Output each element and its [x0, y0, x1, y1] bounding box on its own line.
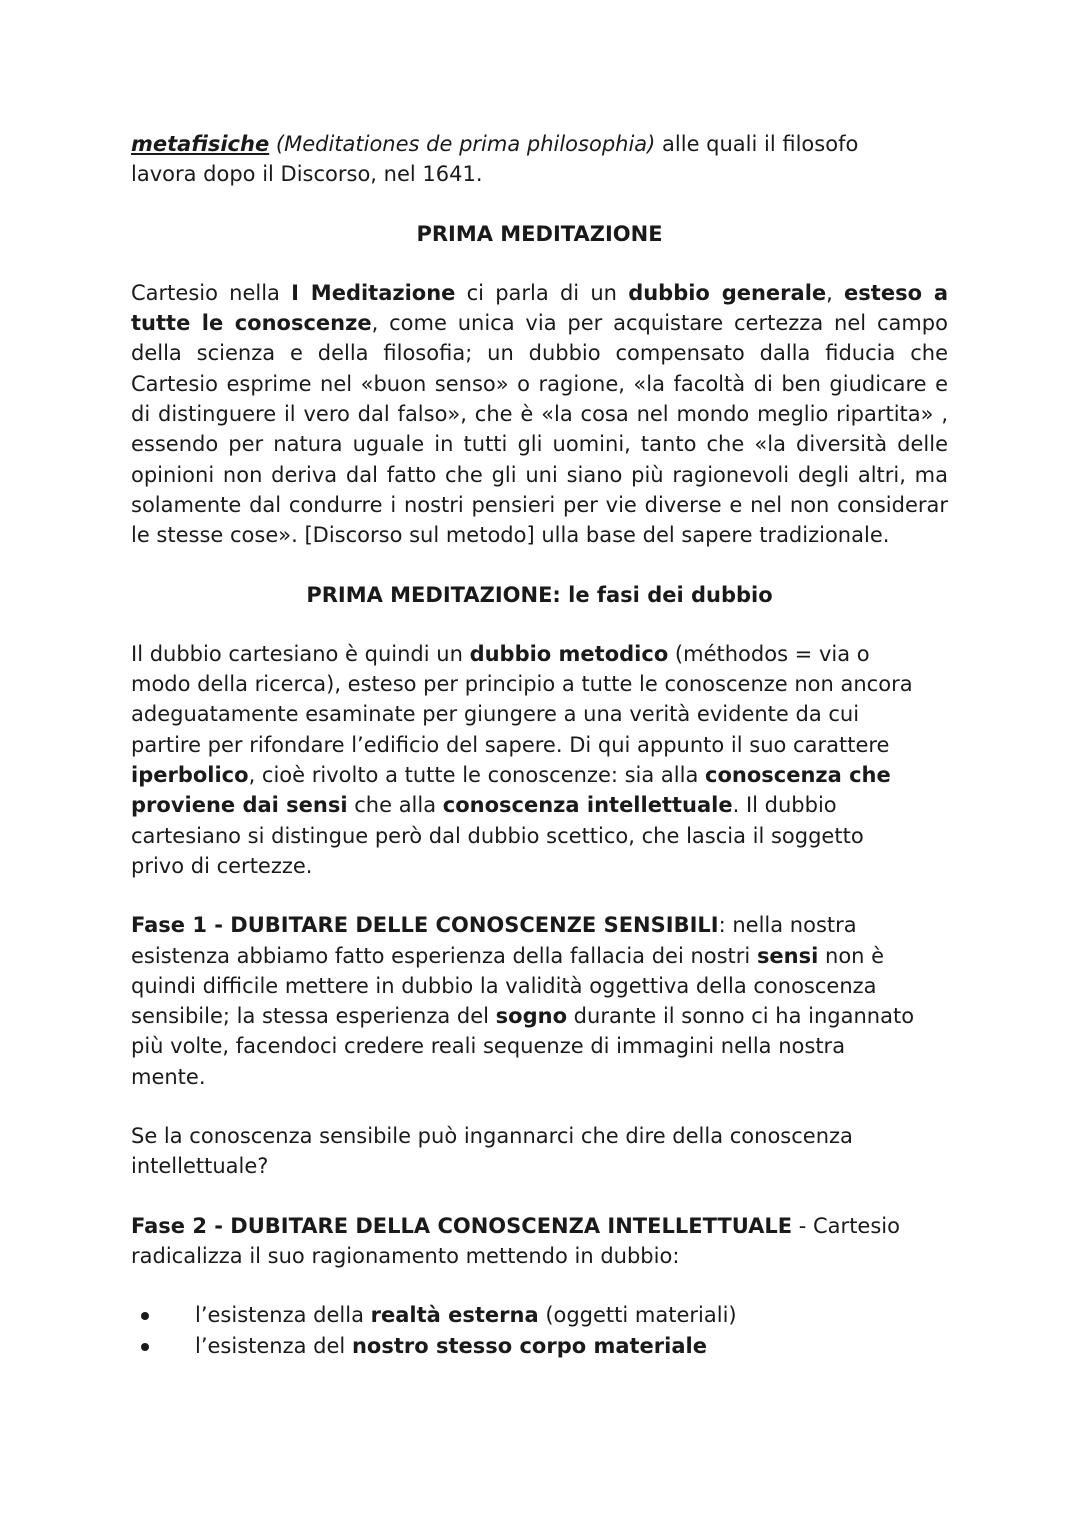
intro-paragraph — [131, 129, 948, 190]
bold-run: sogno — [495, 1004, 567, 1029]
text-run: , — [826, 280, 845, 305]
bold-run: dubbio generale — [628, 280, 827, 305]
fase1-paragraph — [131, 910, 948, 1092]
text-run: durante il sonno ci ha ingannato — [567, 1004, 915, 1029]
bold-run: I Meditazione — [291, 280, 456, 305]
intro-text-2: lavora dopo il Discorso, nel 1641. — [131, 162, 483, 187]
bold-run: esteso a tutte le conoscenze — [131, 280, 949, 336]
bold-run: conoscenza intellettuale — [442, 793, 733, 818]
text-run: : nella nostra — [718, 913, 857, 938]
bullet-dot-icon — [141, 1312, 149, 1320]
text-run: mente. — [131, 1064, 206, 1089]
section2-paragraph — [131, 639, 948, 881]
text-run: non è — [818, 943, 885, 968]
bold-run: dubbio metodico — [469, 641, 669, 666]
text-run: intellettuale? — [131, 1154, 269, 1179]
bold-run: conoscenza che — [705, 763, 891, 788]
bold-run: realtà esterna — [370, 1303, 539, 1328]
text-run: esistenza abbiamo fatto esperienza della fallacia dei nostri — [131, 943, 757, 968]
text-run: modo della ricerca), esteso per principio a tutte le conoscenze non ancora — [131, 672, 913, 697]
bold-run: sensi — [756, 943, 819, 968]
section-heading-fasi-dubbio: PRIMA MEDITAZIONE: le fasi dei dubbio — [306, 582, 773, 607]
bullet-list — [131, 1300, 948, 1361]
fase2-label: Fase 2 - DUBITARE DELLA CONOSCENZA INTELLETTUALE — [131, 1213, 793, 1238]
section-heading-prima-meditazione: PRIMA MEDITAZIONE — [416, 221, 663, 246]
text-run: , cioè rivolto a tutte le conoscenze: sia alla — [248, 763, 706, 788]
question-paragraph — [131, 1121, 948, 1182]
document-page — [131, 129, 948, 1361]
text-run: adeguatamente esaminate per giungere a una verità evidente da cui — [131, 702, 860, 727]
text-run: sensibile; la stessa esperienza del — [131, 1004, 496, 1029]
bold-run: iperbolico — [131, 763, 249, 788]
fase1-label: Fase 1 - DUBITARE DELLE CONOSCENZE SENSIBILI — [131, 913, 719, 938]
bold-run: proviene dai sensi — [131, 793, 348, 818]
bold-run: nostro stesso corpo materiale — [351, 1333, 707, 1358]
text-run: radicalizza il suo ragionamento mettendo in dubbio: — [131, 1243, 680, 1268]
text-run: quindi difficile mettere in dubbio la validità oggettiva della conoscenza — [131, 973, 877, 998]
text-run: Cartesio nella — [131, 280, 292, 305]
text-run: (oggetti materiali) — [538, 1303, 737, 1328]
list-item — [131, 1300, 948, 1330]
text-run: partire per rifondare l’edificio del sapere. Di qui appunto il suo carattere — [131, 732, 890, 757]
section1-paragraph — [131, 278, 948, 551]
intro-text-1: alle quali il filosofo — [655, 132, 859, 156]
list-item — [131, 1331, 948, 1361]
text-run: cartesiano si distingue però dal dubbio scettico, che lascia il soggetto — [131, 823, 864, 848]
text-run: - Cartesio — [792, 1213, 900, 1238]
text-run: che alla — [347, 793, 443, 818]
text-run: privo di certezze. — [131, 853, 313, 878]
text-run: l’esistenza della — [195, 1303, 371, 1328]
text-run: . Il dubbio — [732, 793, 837, 818]
text-run: Se la conoscenza sensibile può ingannarci che dire della conoscenza — [131, 1124, 853, 1149]
intro-latin-title: (Meditationes de prima philosophia) — [275, 132, 656, 156]
text-run: ci parla di un — [455, 280, 629, 305]
fase2-paragraph — [131, 1211, 948, 1272]
bullet-dot-icon — [141, 1343, 149, 1351]
text-run: più volte, facendoci credere reali sequenze di immagini nella nostra — [131, 1034, 846, 1059]
text-run: , come unica via per acquistare certezza nel campo della scienza e della filosofia; un dubbio compensato dalla fiducia che Cartesio esprime nel «buon senso» o ragione, «la facoltà di ben giudicare e di distinguere il vero dal falso», che è «la cosa nel mondo meglio ripartita» , essendo per natura uguale in tutti gli uomini, tanto che «la diversità delle opinioni non deriva dal fatto che gli uni siano più ragionevoli degli altri, ma solamente dal condurre i nostri pensieri per vie diverse e nel non considerar le stesse cose». [Discorso sul metodo] ulla base del sapere tradizionale. — [131, 311, 948, 548]
intro-term: metafisiche — [131, 132, 270, 156]
text-run: l’esistenza del — [195, 1333, 352, 1358]
text-run: (méthodos = via o — [668, 641, 870, 666]
text-run: Il dubbio cartesiano è quindi un — [131, 641, 470, 666]
